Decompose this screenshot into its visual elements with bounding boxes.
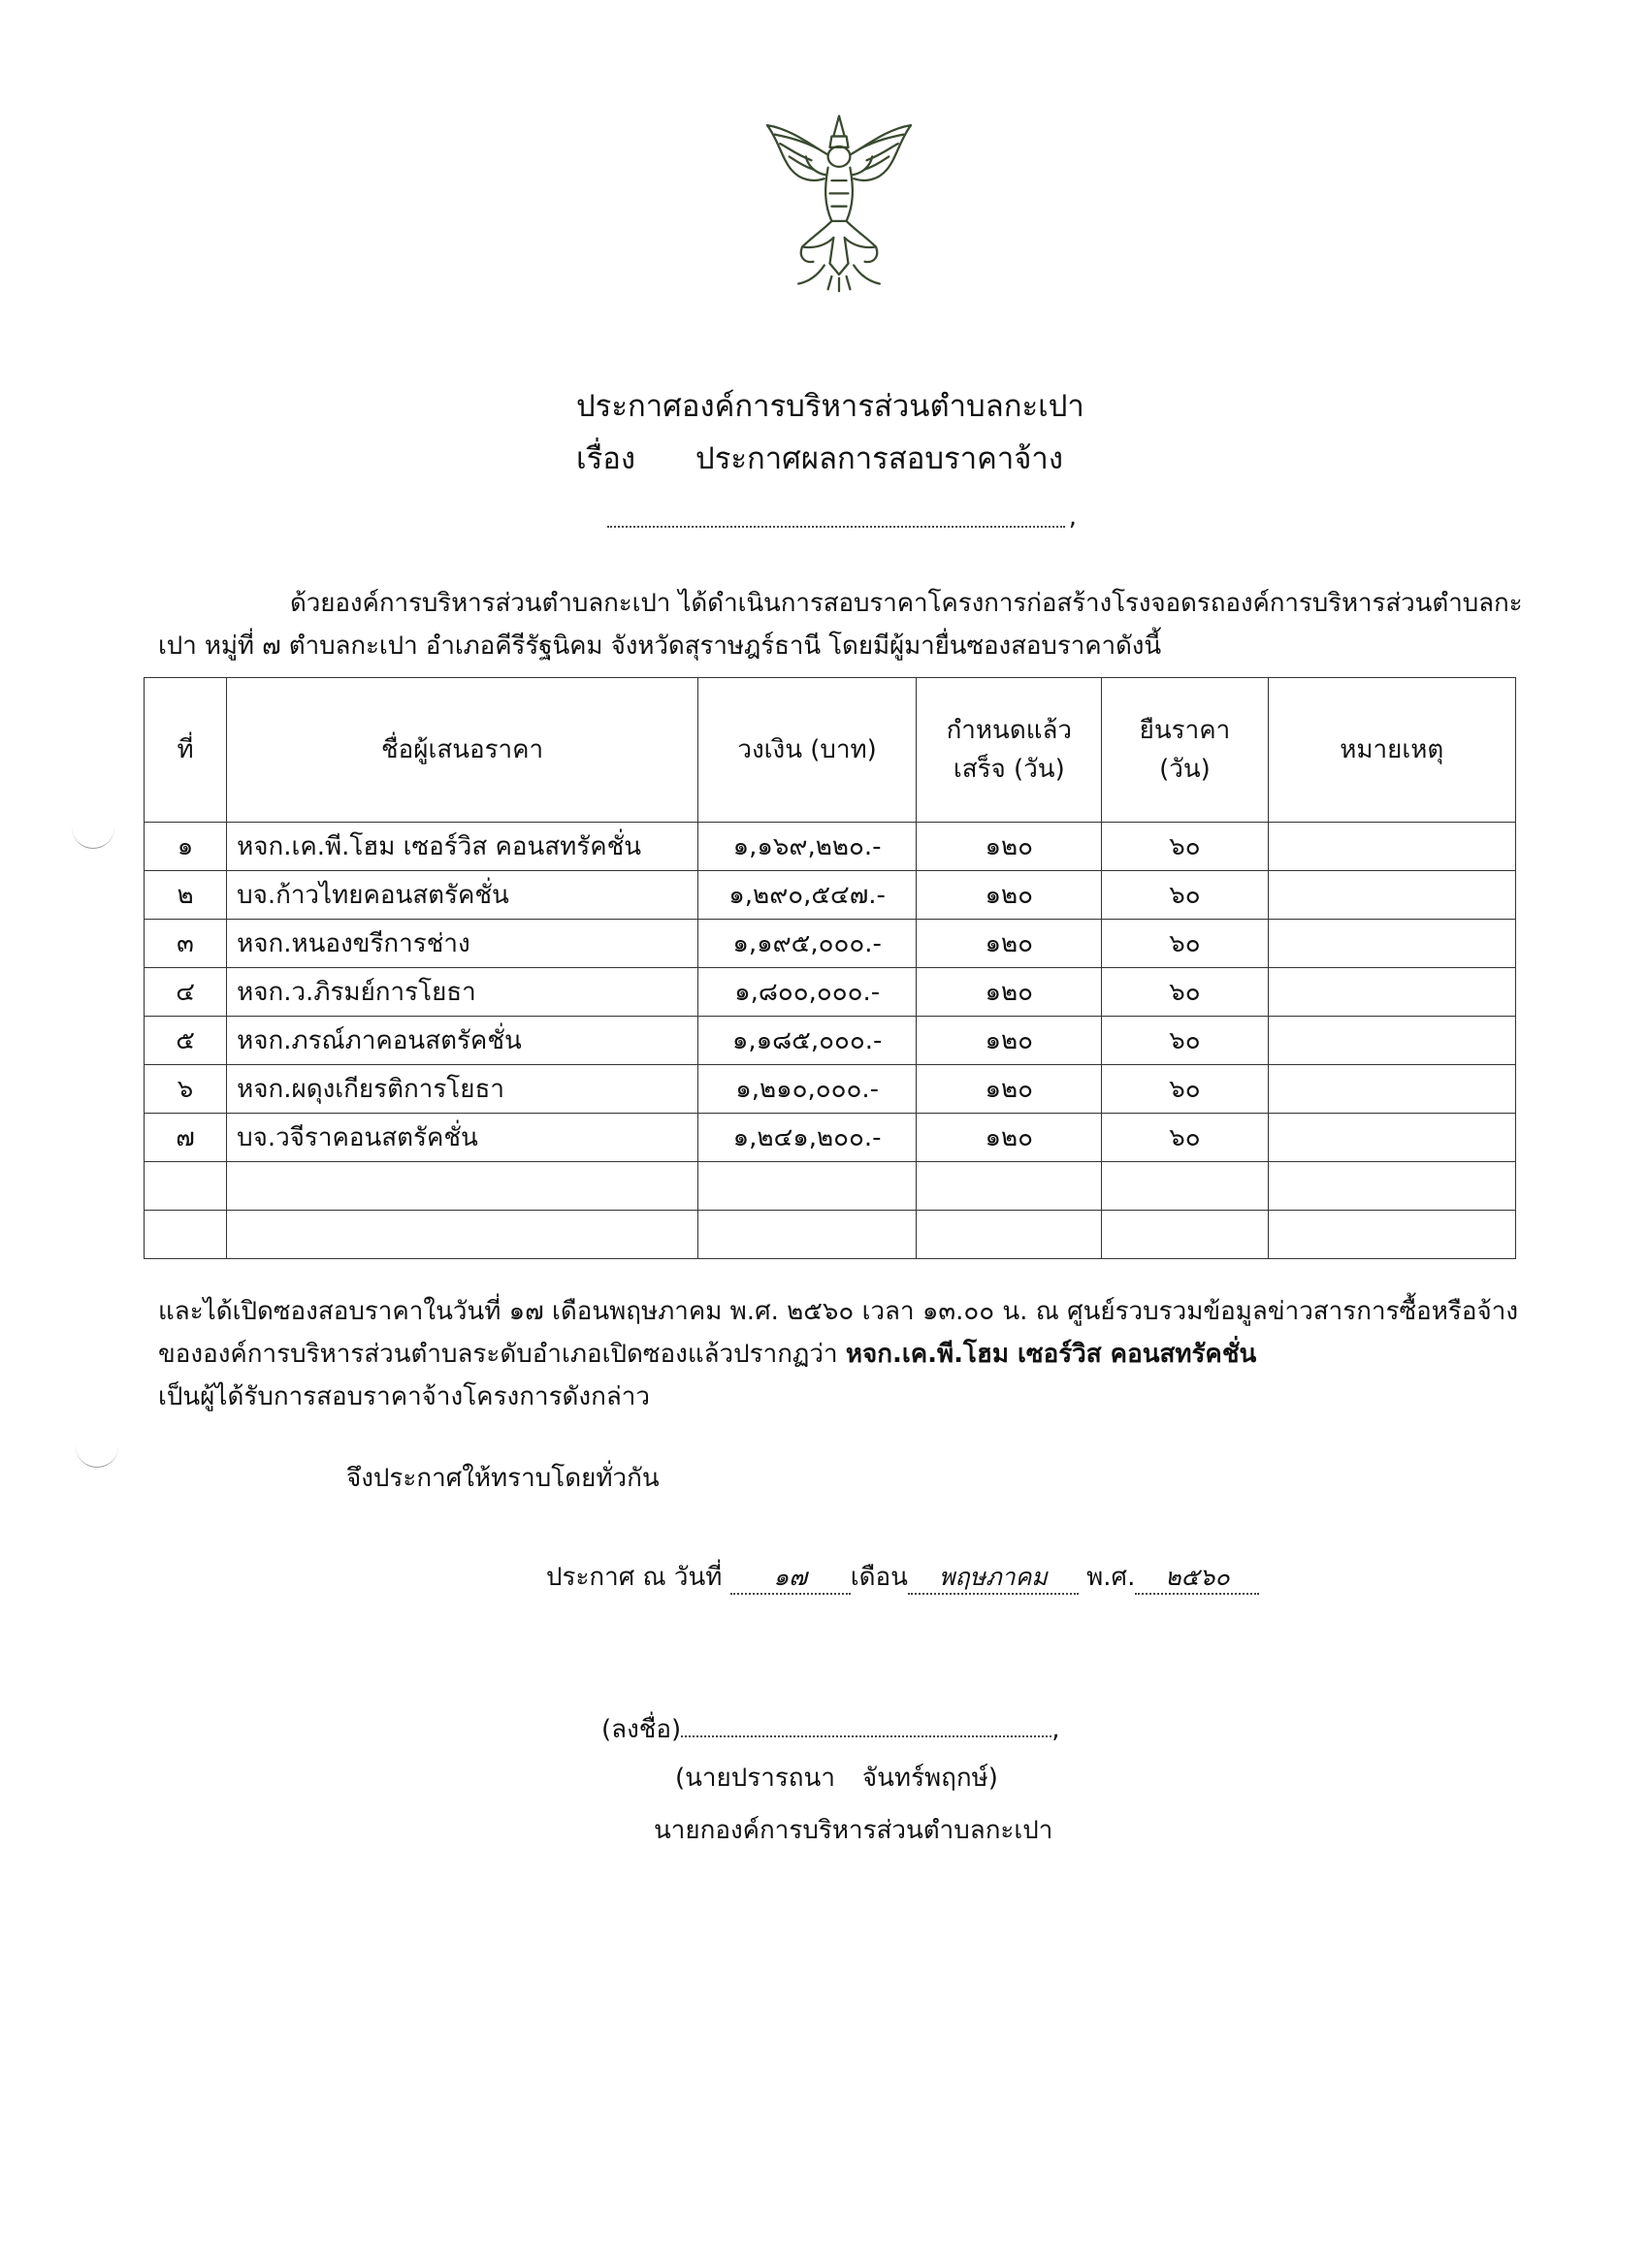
cell-bidder-name xyxy=(227,1211,698,1259)
cell-completion-days: ๑๒๐ xyxy=(917,823,1102,871)
table-row xyxy=(145,871,1516,920)
name-prefix: (นาย xyxy=(675,1764,731,1793)
cell-no: ๖ xyxy=(145,1065,227,1114)
signatory-name xyxy=(675,1758,998,1798)
cell-price-validity: ๖๐ xyxy=(1102,1114,1268,1162)
cell-no xyxy=(145,1211,227,1259)
cell-no: ๓ xyxy=(145,920,227,968)
table-row xyxy=(145,1017,1516,1065)
cell-remarks xyxy=(1268,1065,1516,1114)
cell-price-validity: ๖๐ xyxy=(1102,1065,1268,1114)
result-text: และได้เปิดซองสอบราคาในวันที่ ๑๗ เดือนพฤษภาคม พ.ศ. ๒๕๖๐ เวลา ๑๓.๐๐ น. ณ ศูนย์รวบรวมข้อมูลข่าวสารการซื้อหรือจ้างขององค์การบริหารส่วนตำบลระดับอำเภอเปิดซองแล้วปรากฏว่า xyxy=(158,1297,1519,1369)
cell-amount: ๑,๒๑๐,๐๐๐.- xyxy=(698,1065,917,1114)
cell-remarks xyxy=(1268,920,1516,968)
cell-completion-days: ๑๒๐ xyxy=(917,1017,1102,1065)
cell-remarks xyxy=(1268,871,1516,920)
cell-bidder-name: หจก.ว.ภิรมย์การโยธา xyxy=(227,968,698,1017)
cell-amount: ๑,๘๐๐,๐๐๐.- xyxy=(698,968,917,1017)
cell-remarks xyxy=(1268,1017,1516,1065)
cell-completion-days: ๑๒๐ xyxy=(917,1065,1102,1114)
year-label: พ.ศ. xyxy=(1086,1563,1136,1592)
cell-completion-days xyxy=(917,1162,1102,1211)
date-year: ๒๕๖๐ xyxy=(1135,1562,1259,1595)
announcement-title: ประกาศองค์การบริหารส่วนตำบลกะเปา xyxy=(576,389,1084,424)
cell-amount: ๑,๒๔๑,๒๐๐.- xyxy=(698,1114,917,1162)
table-row-empty xyxy=(145,1211,1516,1259)
table-row-empty xyxy=(145,1162,1516,1211)
table-row xyxy=(145,1114,1516,1162)
cell-bidder-name: หจก.ภรณ์ภาคอนสตรัคชั่น xyxy=(227,1017,698,1065)
date-day: ๑๗ xyxy=(730,1562,851,1595)
cell-bidder-name: หจก.เค.พี.โฮม เซอร์วิส คอนสทรัคชั่น xyxy=(227,823,698,871)
table-row xyxy=(145,968,1516,1017)
table-header-row xyxy=(145,678,1516,823)
header-no: ที่ xyxy=(145,678,227,823)
first-name: ปรารถนา xyxy=(730,1764,835,1793)
cell-bidder-name: หจก.ผดุงเกียรติการโยธา xyxy=(227,1065,698,1114)
table-row xyxy=(145,920,1516,968)
cell-amount: ๑,๑๘๕,๐๐๐.- xyxy=(698,1017,917,1065)
cell-no xyxy=(145,1162,227,1211)
header-price-validity: ยืนราคา (วัน) xyxy=(1102,678,1268,823)
date-month: พฤษภาคม xyxy=(908,1562,1079,1595)
signature-line: (ลงชื่อ) , xyxy=(601,1709,1059,1749)
signature-label: (ลงชื่อ) xyxy=(601,1715,682,1744)
bid-table xyxy=(144,677,1516,1259)
cell-bidder-name: บจ.ก้าวไทยคอนสตรัคชั่น xyxy=(227,871,698,920)
cell-price-validity xyxy=(1102,1162,1268,1211)
result-conclusion: เป็นผู้ได้รับการสอบราคาจ้างโครงการดังกล่าว xyxy=(158,1382,650,1411)
cell-amount xyxy=(698,1162,917,1211)
header-divider: , xyxy=(607,485,1065,528)
announcement-date xyxy=(546,1557,1259,1597)
cell-no: ๒ xyxy=(145,871,227,920)
cell-remarks xyxy=(1268,1162,1516,1211)
cell-remarks xyxy=(1268,1114,1516,1162)
cell-completion-days: ๑๒๐ xyxy=(917,968,1102,1017)
subject-line xyxy=(576,434,1063,482)
closing-line: จึงประกาศให้ทราบโดยทั่วกัน xyxy=(346,1464,660,1493)
cell-completion-days: ๑๒๐ xyxy=(917,871,1102,920)
table-row xyxy=(145,1065,1516,1114)
cell-no: ๔ xyxy=(145,968,227,1017)
cell-price-validity: ๖๐ xyxy=(1102,823,1268,871)
header-completion-days: กำหนดแล้วเสร็จ (วัน) xyxy=(917,678,1102,823)
punch-hole-mark xyxy=(76,1434,118,1468)
cell-remarks xyxy=(1268,968,1516,1017)
cell-price-validity: ๖๐ xyxy=(1102,968,1268,1017)
month-label: เดือน xyxy=(850,1563,908,1592)
signatory-position: นายกองค์การบริหารส่วนตำบลกะเปา xyxy=(654,1816,1053,1845)
cell-bidder-name xyxy=(227,1162,698,1211)
cell-remarks xyxy=(1268,823,1516,871)
cell-amount: ๑,๒๙๐,๕๔๗.- xyxy=(698,871,917,920)
header-bidder-name: ชื่อผู้เสนอราคา xyxy=(227,678,698,823)
cell-completion-days: ๑๒๐ xyxy=(917,920,1102,968)
cell-no: ๗ xyxy=(145,1114,227,1162)
cell-price-validity: ๖๐ xyxy=(1102,871,1268,920)
table-row xyxy=(145,823,1516,871)
winning-bidder: หจก.เค.พี.โฮม เซอร์วิส คอนสทรัคชั่น xyxy=(845,1340,1257,1369)
date-prefix: ประกาศ ณ วันที่ xyxy=(546,1563,723,1592)
cell-no: ๕ xyxy=(145,1017,227,1065)
cell-bidder-name: หจก.หนองขรีการช่าง xyxy=(227,920,698,968)
cell-price-validity xyxy=(1102,1211,1268,1259)
intro-paragraph: ด้วยองค์การบริหารส่วนตำบลกะเปา ได้ดำเนินการสอบราคาโครงการก่อสร้างโรงจอดรถองค์การบริหารส่วนตำบลกะเปา หมู่ที่ ๗ ตำบลกะเปา อำเภอคีรีรัฐนิคม จังหวัดสุราษฎร์ธานี โดยมีผู้มายื่นซองสอบราคาดังนี้ xyxy=(158,589,1523,661)
header-amount: วงเงิน (บาท) xyxy=(698,678,917,823)
cell-no: ๑ xyxy=(145,823,227,871)
subject-label: เรื่อง xyxy=(576,441,636,476)
cell-amount xyxy=(698,1211,917,1259)
cell-completion-days xyxy=(917,1211,1102,1259)
cell-remarks xyxy=(1268,1211,1516,1259)
result-paragraph xyxy=(158,1290,1555,1418)
garuda-emblem xyxy=(747,109,931,293)
subject-text: ประกาศผลการสอบราคาจ้าง xyxy=(695,441,1063,476)
signature-blank xyxy=(681,1710,1051,1737)
cell-completion-days: ๑๒๐ xyxy=(917,1114,1102,1162)
cell-amount: ๑,๑๙๕,๐๐๐.- xyxy=(698,920,917,968)
last-name: จันทร์พฤกษ์) xyxy=(861,1764,998,1793)
cell-price-validity: ๖๐ xyxy=(1102,1017,1268,1065)
cell-price-validity: ๖๐ xyxy=(1102,920,1268,968)
punch-hole-mark xyxy=(72,815,114,849)
cell-amount: ๑,๑๖๙,๒๒๐.- xyxy=(698,823,917,871)
header-remarks: หมายเหตุ xyxy=(1268,678,1516,823)
cell-bidder-name: บจ.วจีราคอนสตรัคชั่น xyxy=(227,1114,698,1162)
